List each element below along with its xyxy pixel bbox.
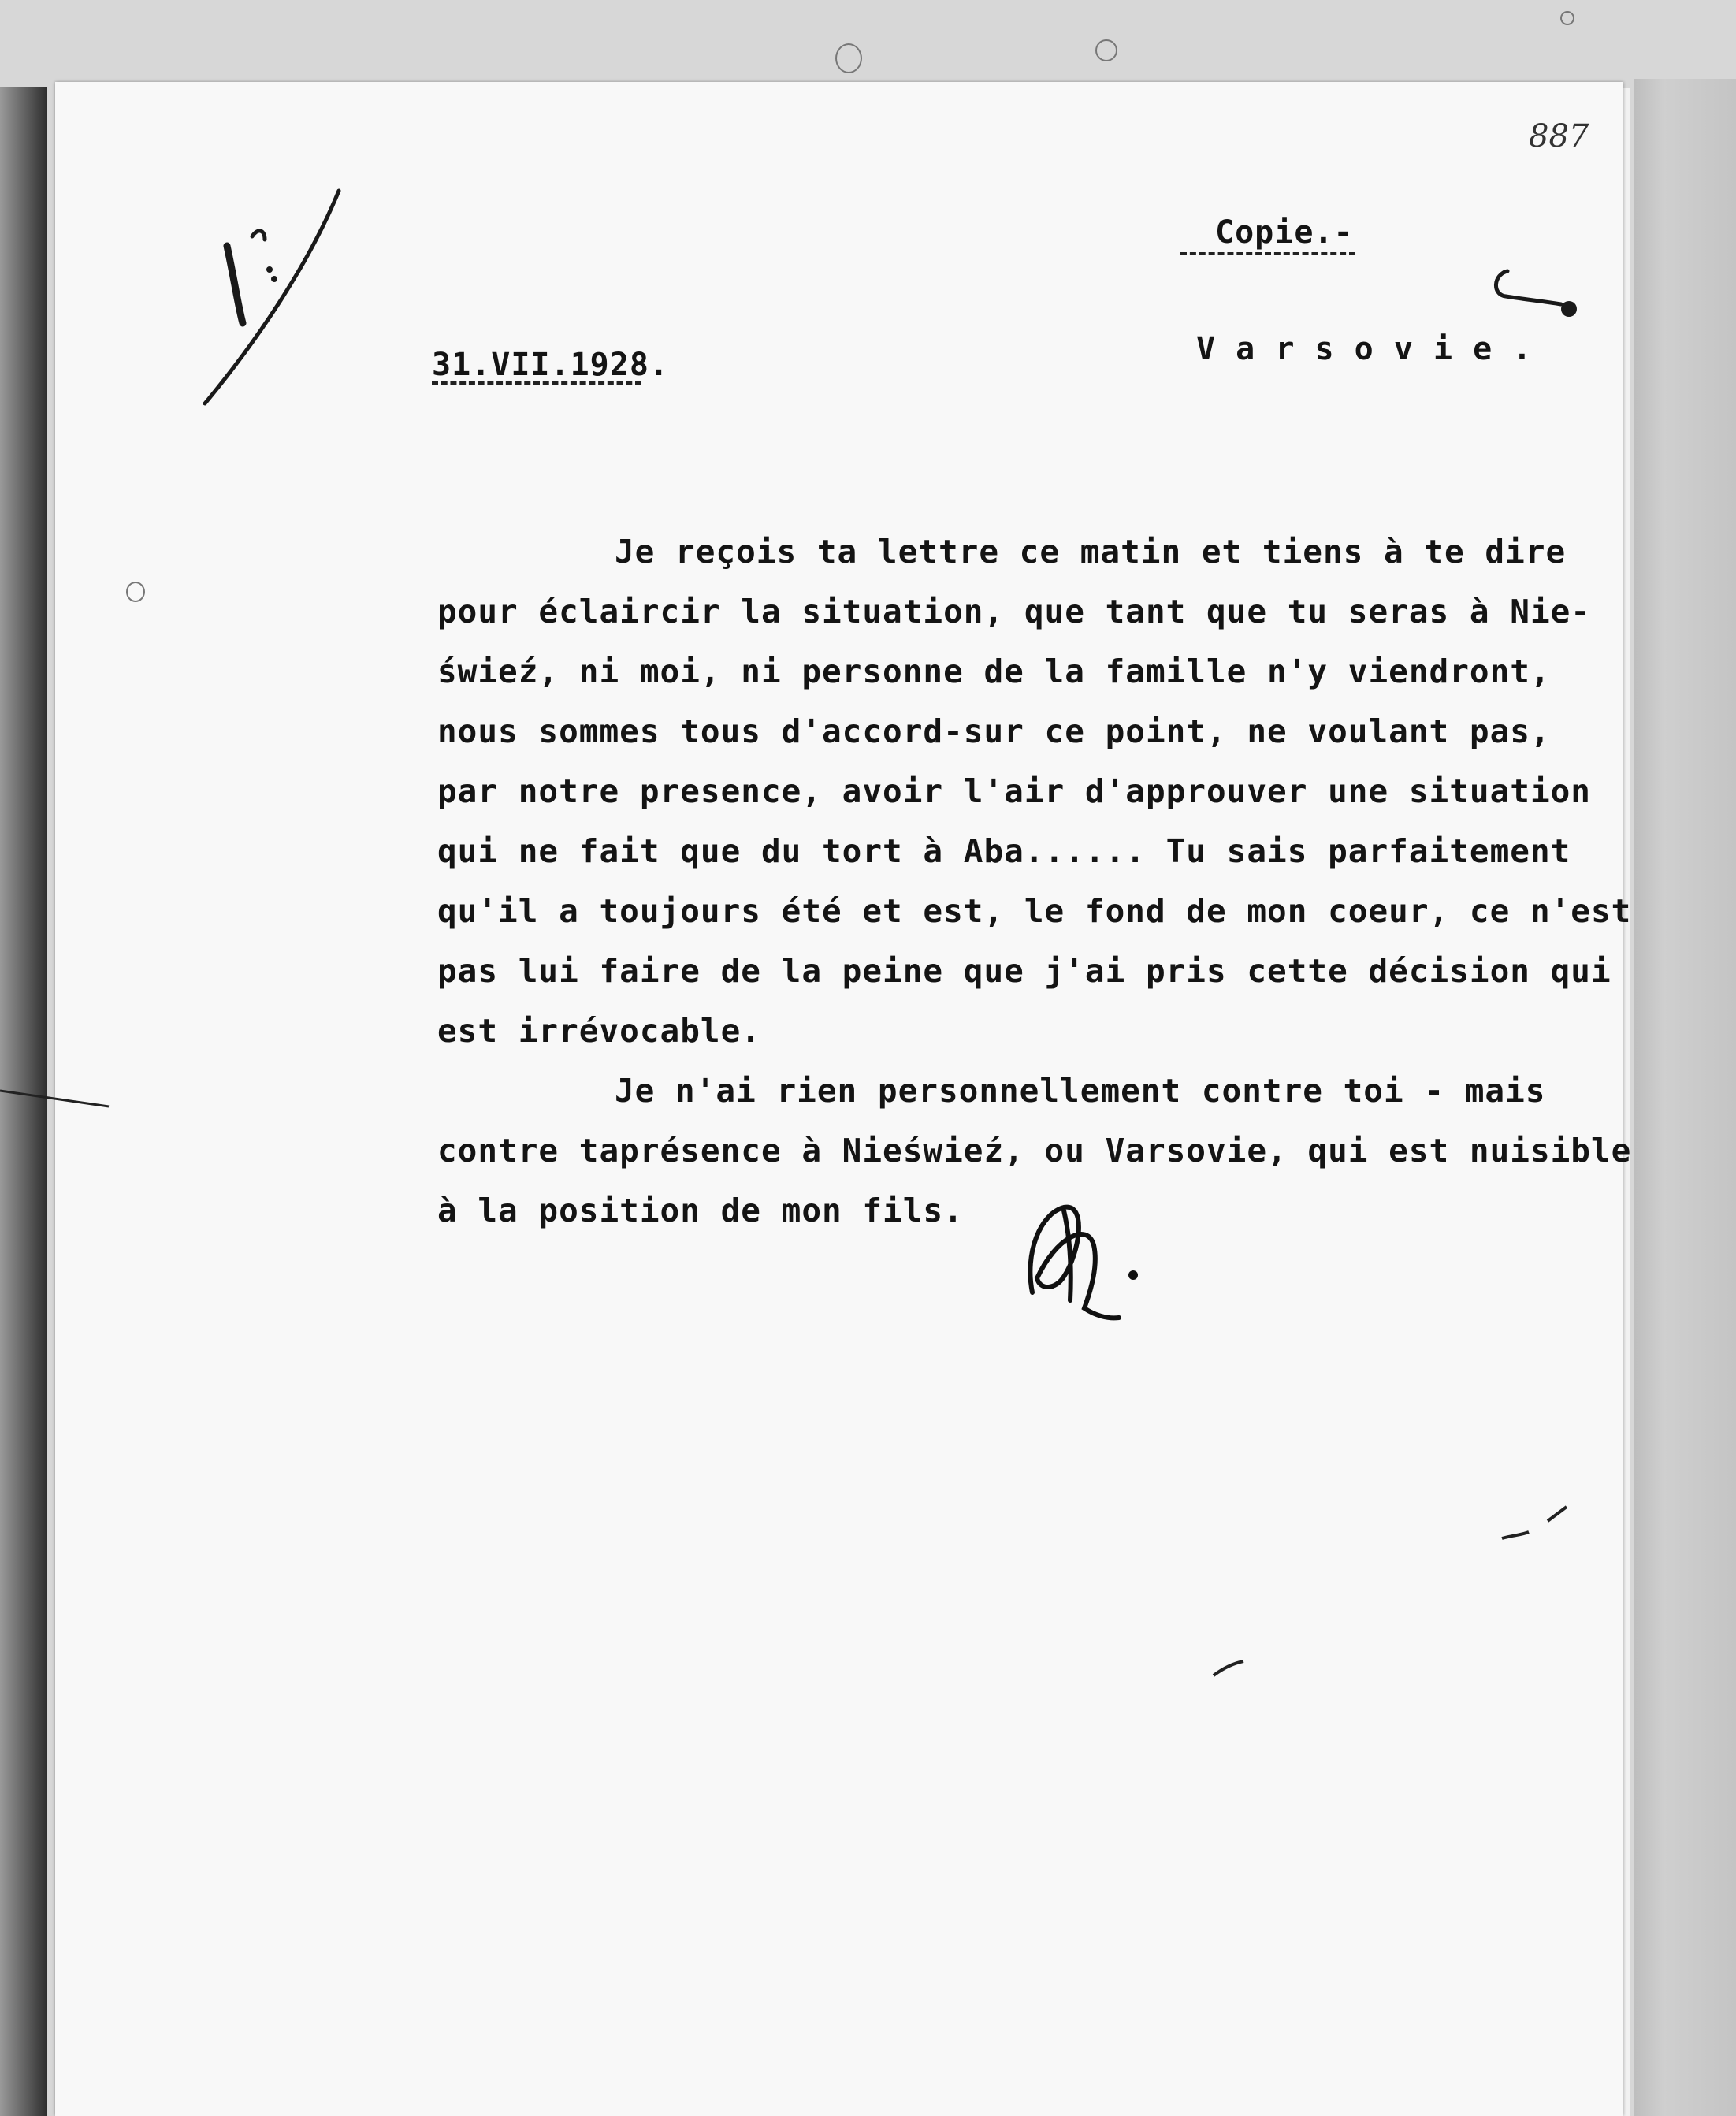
document-heading: Copie.-	[1215, 214, 1354, 251]
body-line: contre taprésence à Nieświeź, ou Varsovie, qui est nuisible	[437, 1132, 1632, 1170]
body-line: pas lui faire de la peine que j'ai pris cette décision qui	[437, 952, 1611, 990]
body-line: qui ne fait que du tort à Aba...... Tu sais parfaitement	[437, 832, 1571, 870]
document-date: 31.VII.1928.	[432, 347, 669, 383]
body-line: qu'il a toujours été et est, le fond de mon coeur, ce n'est	[437, 892, 1632, 930]
body-line: Je n'ai rien personnellement contre toi - mais	[615, 1072, 1546, 1110]
body-line: est irrévocable.	[437, 1012, 761, 1050]
body-line: Je reçois ta lettre ce matin et tiens à te dire	[615, 533, 1567, 571]
body-line: świeź, ni moi, ni personne de la famille n'y viendront,	[437, 653, 1551, 690]
body-line: nous sommes tous d'accord-sur ce point, ne voulant pas,	[437, 712, 1551, 750]
body-line: pour éclaircir la situation, que tant que tu seras à Nie-	[437, 593, 1591, 630]
body-line: à la position de mon fils.	[437, 1192, 964, 1229]
folio-number: 887	[1529, 118, 1589, 154]
body-line: par notre presence, avoir l'air d'approuver une situation	[437, 772, 1591, 810]
document-place: V a r s o v i e .	[1196, 331, 1533, 367]
